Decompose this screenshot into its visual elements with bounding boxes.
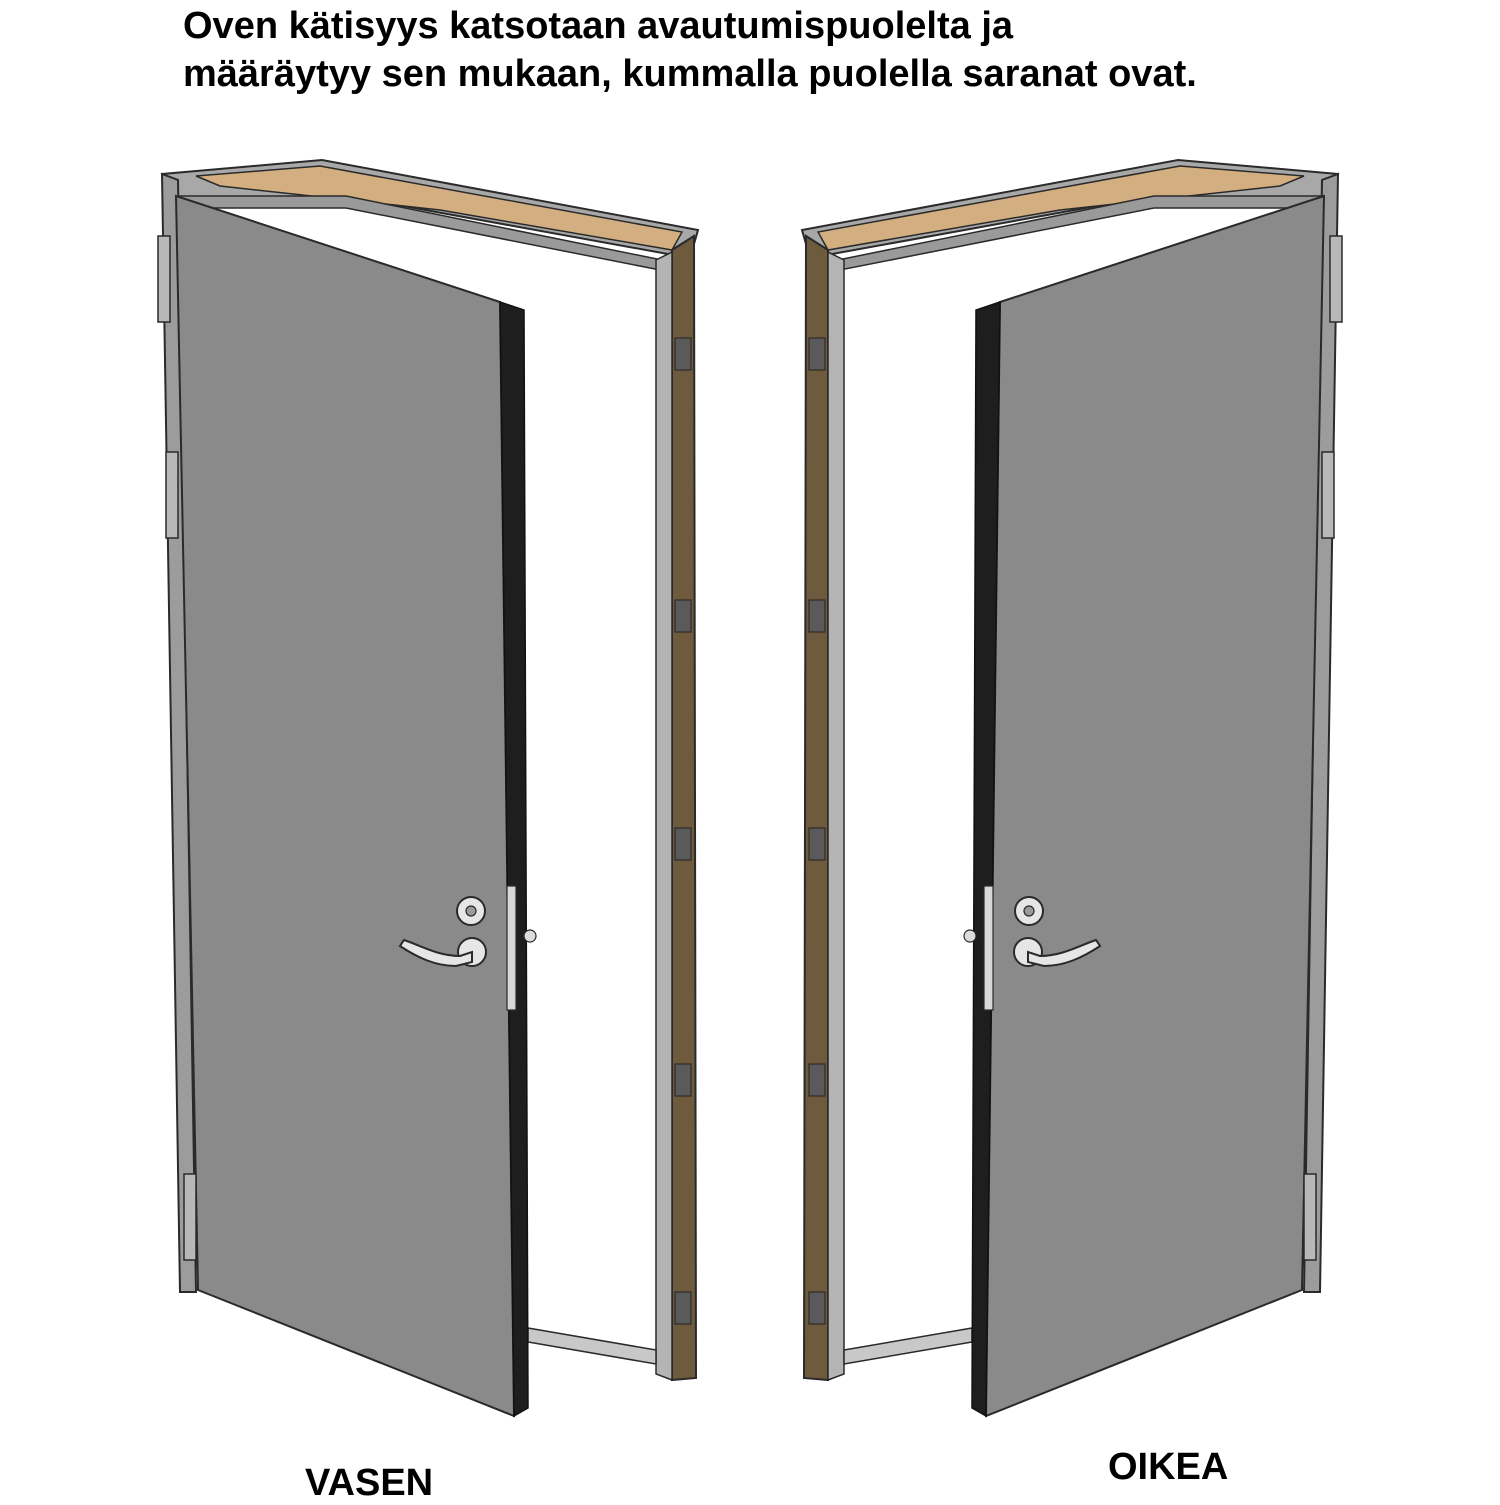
right-door-label: OIKEA xyxy=(1108,1446,1229,1488)
left-hand-door xyxy=(158,160,698,1416)
right-hand-door xyxy=(802,160,1342,1416)
heading-line-2: määräytyy sen mukaan, kummalla puolella saranat ovat. xyxy=(183,53,1197,95)
left-door-label: VASEN xyxy=(305,1462,434,1504)
heading-line-1: Oven kätisyys katsotaan avautumispuolelta ja xyxy=(183,5,1014,47)
